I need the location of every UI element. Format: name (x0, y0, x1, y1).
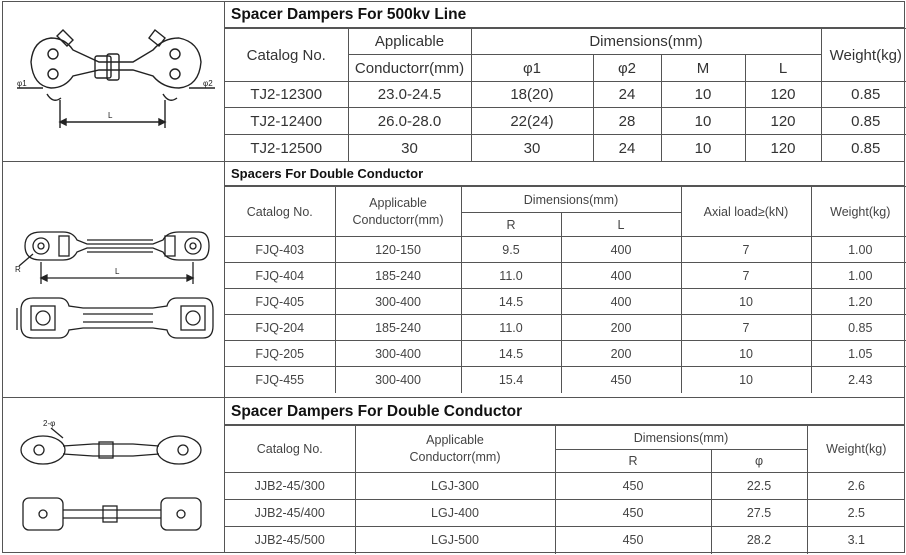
product-spec-sheet (2, 1, 905, 553)
cell-weight: 0.85 (821, 135, 906, 162)
header-m: M (661, 55, 745, 82)
section-double-conductor-spacer-dampers (3, 398, 904, 553)
cell-conductor: LGJ-500 (355, 527, 555, 554)
section-title: Spacer Dampers For 500kv Line (225, 2, 904, 28)
drawing-500kv-spacer-damper (3, 2, 225, 161)
drawing-double-conductor-spacer (3, 162, 225, 397)
cell-r: 9.5 (461, 237, 561, 263)
cell-weight: 3.1 (807, 527, 905, 554)
section-double-conductor-spacers (3, 162, 904, 398)
cell-catalog: FJQ-204 (225, 315, 335, 341)
cell-catalog: FJQ-403 (225, 237, 335, 263)
cell-l: 400 (561, 289, 681, 315)
drawing-label-l: L (108, 111, 113, 120)
section-500kv-spacer-dampers (3, 2, 904, 162)
header-dimensions: Dimensions(mm) (461, 187, 681, 213)
cell-l: 200 (561, 341, 681, 367)
cell-catalog: FJQ-455 (225, 367, 335, 393)
cell-conductor: 185-240 (335, 315, 461, 341)
table-row (225, 135, 906, 162)
drawing-label-phi1: φ1 (17, 79, 27, 88)
cell-weight: 2.5 (807, 500, 905, 527)
header-conductor-line2: Conductorr(mm) (352, 212, 444, 227)
cell-r: 450 (555, 500, 711, 527)
cell-m: 10 (661, 135, 745, 162)
header-conductor-line2: Conductorr(mm) (348, 55, 471, 82)
table-row (225, 473, 905, 500)
cell-catalog: FJQ-405 (225, 289, 335, 315)
cell-r: 450 (555, 473, 711, 500)
cell-weight: 0.85 (821, 108, 906, 135)
header-weight: Weight(kg) (811, 187, 906, 237)
cell-phi: 22.5 (711, 473, 807, 500)
technical-drawing-icon (3, 162, 224, 397)
cell-r: 14.5 (461, 341, 561, 367)
cell-phi: 27.5 (711, 500, 807, 527)
cell-phi: 28.2 (711, 527, 807, 554)
cell-l: 120 (745, 82, 821, 108)
header-weight: Weight(kg) (821, 29, 906, 82)
header-phi: φ (711, 450, 807, 473)
cell-conductor: 23.0-24.5 (348, 82, 471, 108)
drawing-label-r: R (15, 265, 21, 274)
header-weight: Weight(kg) (807, 426, 905, 473)
drawing-label-2-phi: 2-φ (43, 419, 56, 428)
cell-r: 15.4 (461, 367, 561, 393)
section-title: Spacers For Double Conductor (225, 162, 904, 186)
cell-conductor: LGJ-300 (355, 473, 555, 500)
cell-axial-load: 10 (681, 341, 811, 367)
header-l: L (745, 55, 821, 82)
cell-conductor: 30 (348, 135, 471, 162)
table-row (225, 82, 906, 108)
spec-table (225, 186, 906, 393)
cell-l: 450 (561, 367, 681, 393)
header-r: R (555, 450, 711, 473)
header-catalog: Catalog No. (225, 187, 335, 237)
cell-l: 400 (561, 237, 681, 263)
cell-weight: 0.85 (821, 82, 906, 108)
header-conductor-line1: Applicable (369, 195, 427, 210)
drawing-double-conductor-spacer-damper (3, 398, 225, 553)
cell-conductor: 300-400 (335, 289, 461, 315)
cell-conductor: 300-400 (335, 367, 461, 393)
cell-weight: 1.05 (811, 341, 906, 367)
cell-conductor: LGJ-400 (355, 500, 555, 527)
cell-weight: 2.6 (807, 473, 905, 500)
table-row (225, 315, 906, 341)
cell-phi1: 22(24) (471, 108, 593, 135)
cell-l: 400 (561, 263, 681, 289)
cell-catalog: TJ2-12400 (225, 108, 348, 135)
cell-weight: 2.43 (811, 367, 906, 393)
cell-axial-load: 7 (681, 315, 811, 341)
cell-catalog: FJQ-404 (225, 263, 335, 289)
cell-m: 10 (661, 82, 745, 108)
header-conductor-line2: Conductorr(mm) (409, 450, 501, 464)
spec-table (225, 28, 906, 162)
table-row (225, 263, 906, 289)
cell-catalog: JJB2-45/300 (225, 473, 355, 500)
cell-m: 10 (661, 108, 745, 135)
table-row (225, 289, 906, 315)
table-row (225, 341, 906, 367)
table-row (225, 527, 905, 554)
cell-weight: 0.85 (811, 315, 906, 341)
cell-conductor: 185-240 (335, 263, 461, 289)
header-conductor (355, 426, 555, 473)
cell-conductor: 26.0-28.0 (348, 108, 471, 135)
cell-catalog: TJ2-12300 (225, 82, 348, 108)
cell-phi2: 28 (593, 108, 661, 135)
header-axial-load: Axial load≥(kN) (681, 187, 811, 237)
cell-conductor: 120-150 (335, 237, 461, 263)
table-row (225, 500, 905, 527)
cell-weight: 1.00 (811, 237, 906, 263)
header-catalog: Catalog No. (225, 29, 348, 82)
section-title: Spacer Dampers For Double Conductor (225, 398, 904, 425)
header-catalog: Catalog No. (225, 426, 355, 473)
cell-phi2: 24 (593, 82, 661, 108)
drawing-label-l: L (115, 267, 120, 276)
header-dimensions: Dimensions(mm) (555, 426, 807, 450)
cell-phi1: 18(20) (471, 82, 593, 108)
header-l: L (561, 213, 681, 237)
cell-r: 11.0 (461, 315, 561, 341)
table-row (225, 367, 906, 393)
cell-phi2: 24 (593, 135, 661, 162)
cell-l: 120 (745, 135, 821, 162)
cell-r: 450 (555, 527, 711, 554)
cell-catalog: JJB2-45/400 (225, 500, 355, 527)
cell-axial-load: 7 (681, 263, 811, 289)
cell-axial-load: 7 (681, 237, 811, 263)
cell-weight: 1.00 (811, 263, 906, 289)
technical-drawing-icon (3, 398, 224, 552)
header-phi1: φ1 (471, 55, 593, 82)
cell-phi1: 30 (471, 135, 593, 162)
cell-l: 120 (745, 108, 821, 135)
cell-catalog: JJB2-45/500 (225, 527, 355, 554)
table-row (225, 108, 906, 135)
cell-weight: 1.20 (811, 289, 906, 315)
header-phi2: φ2 (593, 55, 661, 82)
header-dimensions: Dimensions(mm) (471, 29, 821, 55)
cell-r: 14.5 (461, 289, 561, 315)
cell-l: 200 (561, 315, 681, 341)
cell-axial-load: 10 (681, 289, 811, 315)
cell-catalog: TJ2-12500 (225, 135, 348, 162)
spec-table (225, 425, 905, 554)
cell-axial-load: 10 (681, 367, 811, 393)
header-conductor (335, 187, 461, 237)
header-conductor-line1: Applicable (426, 433, 484, 448)
cell-r: 11.0 (461, 263, 561, 289)
table-row (225, 237, 906, 263)
cell-catalog: FJQ-205 (225, 341, 335, 367)
header-r: R (461, 213, 561, 237)
drawing-label-phi2: φ2 (203, 79, 213, 88)
cell-conductor: 300-400 (335, 341, 461, 367)
technical-drawing-icon (3, 2, 224, 161)
header-conductor-line1: Applicable (348, 29, 471, 55)
